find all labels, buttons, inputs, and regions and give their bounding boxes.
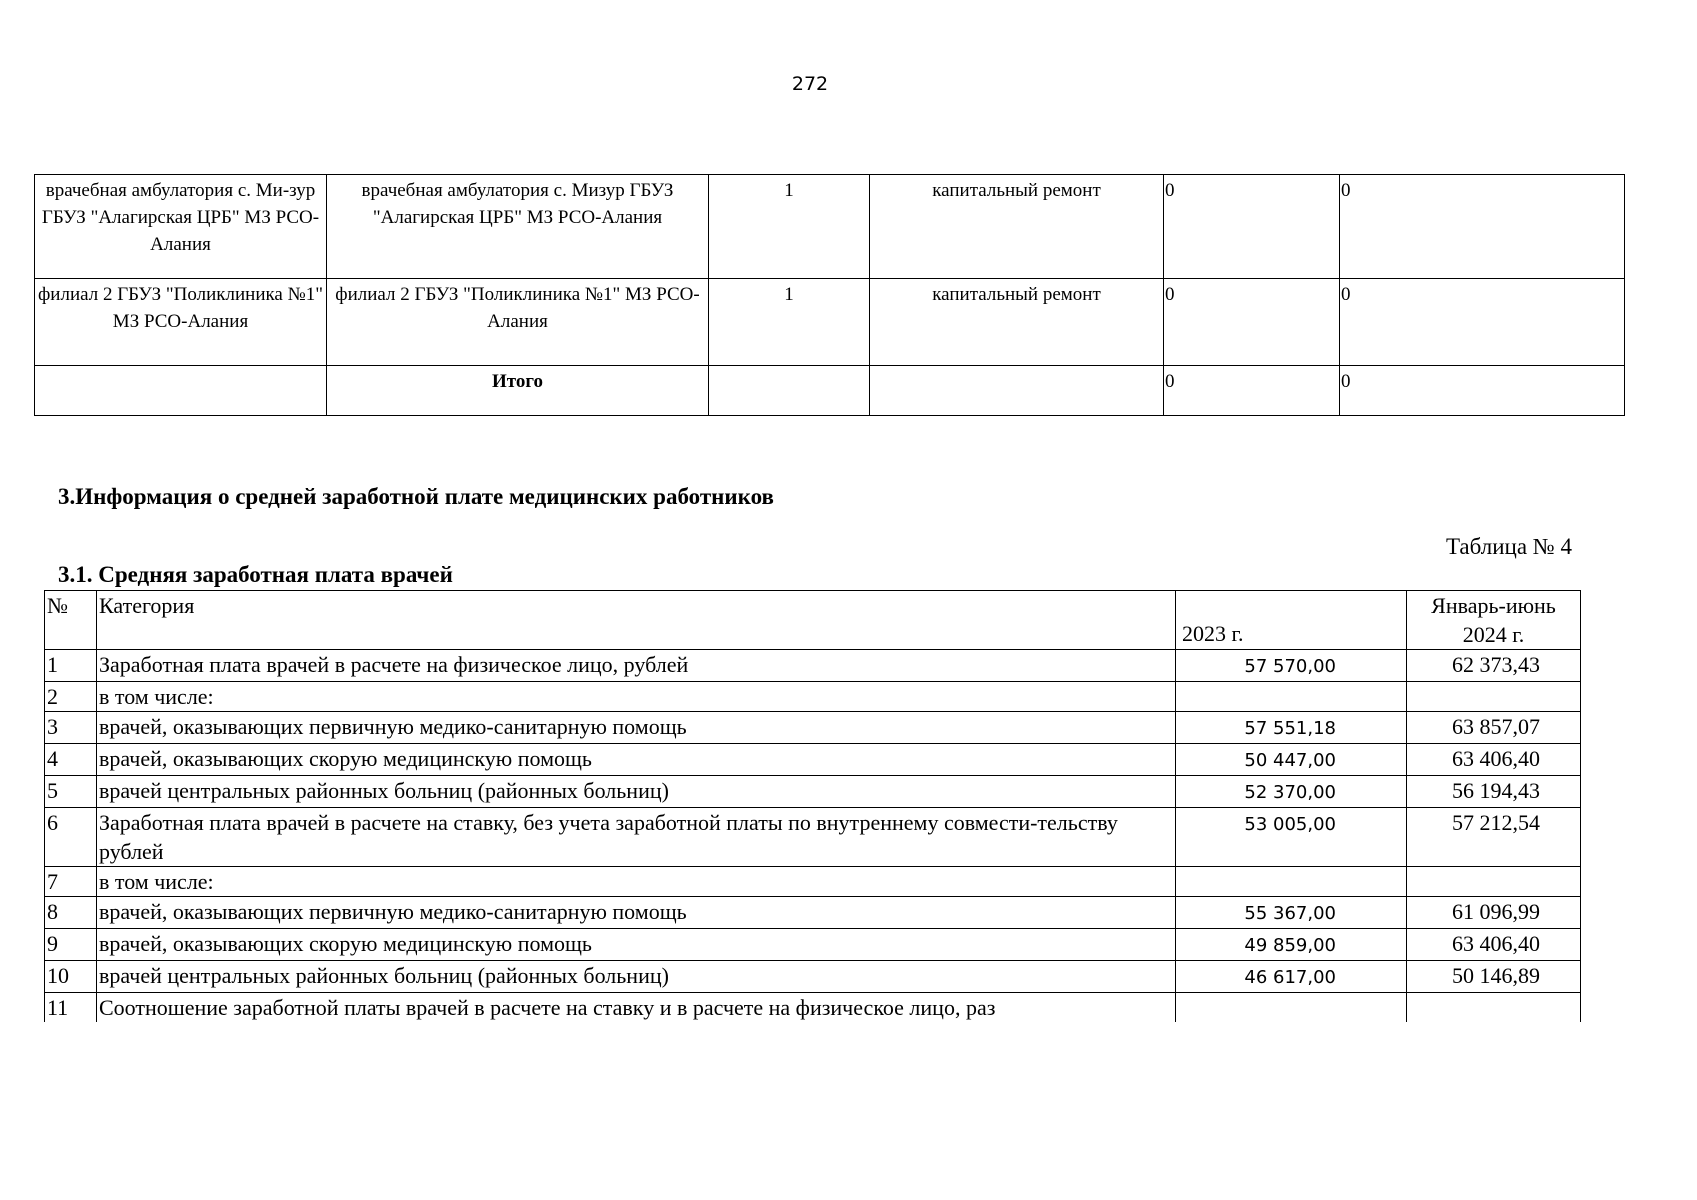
table-row (45, 650, 1581, 682)
facility-name-cell: филиал 2 ГБУЗ "Поликлиника №1" МЗ РСО-Алания (35, 279, 327, 366)
category-cell: врачей центральных районных больниц (районных больниц) (97, 961, 1176, 993)
category-cell: врачей, оказывающих скорую медицинскую помощь (97, 929, 1176, 961)
value-2024-cell (1407, 682, 1581, 712)
table-row (45, 776, 1581, 808)
table-row (45, 993, 1581, 1023)
table-row (45, 744, 1581, 776)
facility-name-cell: филиал 2 ГБУЗ "Поликлиника №1" МЗ РСО-Алания (327, 279, 709, 366)
value-2024-cell: 63 857,07 (1407, 712, 1581, 744)
category-cell: Заработная плата врачей в расчете на ставку, без учета заработной платы по внутреннему совмести-тельству рублей (97, 808, 1176, 867)
table-row (45, 867, 1581, 897)
header-number: № (45, 591, 97, 650)
page-number: 272 (791, 73, 829, 95)
header-2024 (1407, 591, 1581, 650)
row-number-cell: 9 (45, 929, 97, 961)
facility-name-cell: врачебная амбулатория с. Ми-зур ГБУЗ "Алагирская ЦРБ" МЗ РСО-Алания (35, 175, 327, 279)
category-cell: врачей, оказывающих первичную медико-санитарную помощь (97, 897, 1176, 929)
row-number-cell: 10 (45, 961, 97, 993)
section-title: 3.Информация о средней заработной плате медицинских работников (58, 484, 774, 509)
value-2024-cell (1407, 993, 1581, 1023)
total-label: Итого (327, 366, 709, 416)
table-header-row (45, 591, 1581, 650)
category-cell: в том числе: (97, 682, 1176, 712)
repair-objects-table (34, 174, 1625, 416)
value-2023-cell: 49 859,00 (1176, 929, 1407, 961)
row-number-cell: 1 (45, 650, 97, 682)
value-cell: 0 (1340, 279, 1625, 366)
value-cell: 0 (1340, 175, 1625, 279)
value-cell: 0 (1164, 279, 1340, 366)
work-type-cell: капитальный ремонт (870, 175, 1164, 279)
value-2024-cell: 56 194,43 (1407, 776, 1581, 808)
value-2024-cell: 57 212,54 (1407, 808, 1581, 867)
table-row (35, 175, 1625, 279)
category-cell: врачей центральных районных больниц (районных больниц) (97, 776, 1176, 808)
value-2024-cell (1407, 867, 1581, 897)
value-2023-cell (1176, 682, 1407, 712)
row-number-cell: 7 (45, 867, 97, 897)
empty-cell (35, 366, 327, 416)
row-number-cell: 2 (45, 682, 97, 712)
count-cell: 1 (709, 175, 870, 279)
value-2024-cell: 61 096,99 (1407, 897, 1581, 929)
value-cell: 0 (1164, 175, 1340, 279)
header-2023-label: 2023 г. (1182, 621, 1244, 646)
category-cell: Соотношение заработной платы врачей в расчете на ставку и в расчете на физическое лицо, раз (97, 993, 1176, 1023)
category-cell: врачей, оказывающих скорую медицинскую помощь (97, 744, 1176, 776)
work-type-cell: капитальный ремонт (870, 279, 1164, 366)
category-cell: врачей, оказывающих первичную медико-санитарную помощь (97, 712, 1176, 744)
value-2023-cell: 46 617,00 (1176, 961, 1407, 993)
header-category: Категория (97, 591, 1176, 650)
value-2023-cell: 50 447,00 (1176, 744, 1407, 776)
value-2024-cell: 63 406,40 (1407, 929, 1581, 961)
table-row (45, 929, 1581, 961)
row-number-cell: 11 (45, 993, 97, 1023)
count-cell: 1 (709, 279, 870, 366)
value-2023-cell: 57 551,18 (1176, 712, 1407, 744)
total-value-cell: 0 (1164, 366, 1340, 416)
category-cell: в том числе: (97, 867, 1176, 897)
header-2024-label: Январь-июнь 2024 г. (1431, 593, 1556, 647)
row-number-cell: 6 (45, 808, 97, 867)
category-cell: Заработная плата врачей в расчете на физическое лицо, рублей (97, 650, 1176, 682)
header-2023 (1176, 591, 1407, 650)
total-value-cell: 0 (1340, 366, 1625, 416)
facility-name-cell: врачебная амбулатория с. Мизур ГБУЗ "Алагирская ЦРБ" МЗ РСО-Алания (327, 175, 709, 279)
value-2023-cell: 57 570,00 (1176, 650, 1407, 682)
empty-cell (870, 366, 1164, 416)
row-number-cell: 3 (45, 712, 97, 744)
table-row (45, 712, 1581, 744)
value-2023-cell (1176, 993, 1407, 1023)
table-row (45, 808, 1581, 867)
value-2023-cell (1176, 867, 1407, 897)
value-2023-cell: 55 367,00 (1176, 897, 1407, 929)
table-row (35, 279, 1625, 366)
total-row (35, 366, 1625, 416)
row-number-cell: 5 (45, 776, 97, 808)
row-number-cell: 8 (45, 897, 97, 929)
value-2023-cell: 53 005,00 (1176, 808, 1407, 867)
empty-cell (709, 366, 870, 416)
table-row (45, 961, 1581, 993)
table-row (45, 897, 1581, 929)
subsection-title: 3.1. Средняя заработная плата врачей (58, 562, 453, 587)
value-2024-cell: 63 406,40 (1407, 744, 1581, 776)
table-label: Таблица № 4 (1445, 534, 1572, 559)
value-2023-cell: 52 370,00 (1176, 776, 1407, 808)
value-2024-cell: 62 373,43 (1407, 650, 1581, 682)
doctor-salary-table (44, 590, 1581, 1022)
row-number-cell: 4 (45, 744, 97, 776)
table-row (45, 682, 1581, 712)
value-2024-cell: 50 146,89 (1407, 961, 1581, 993)
